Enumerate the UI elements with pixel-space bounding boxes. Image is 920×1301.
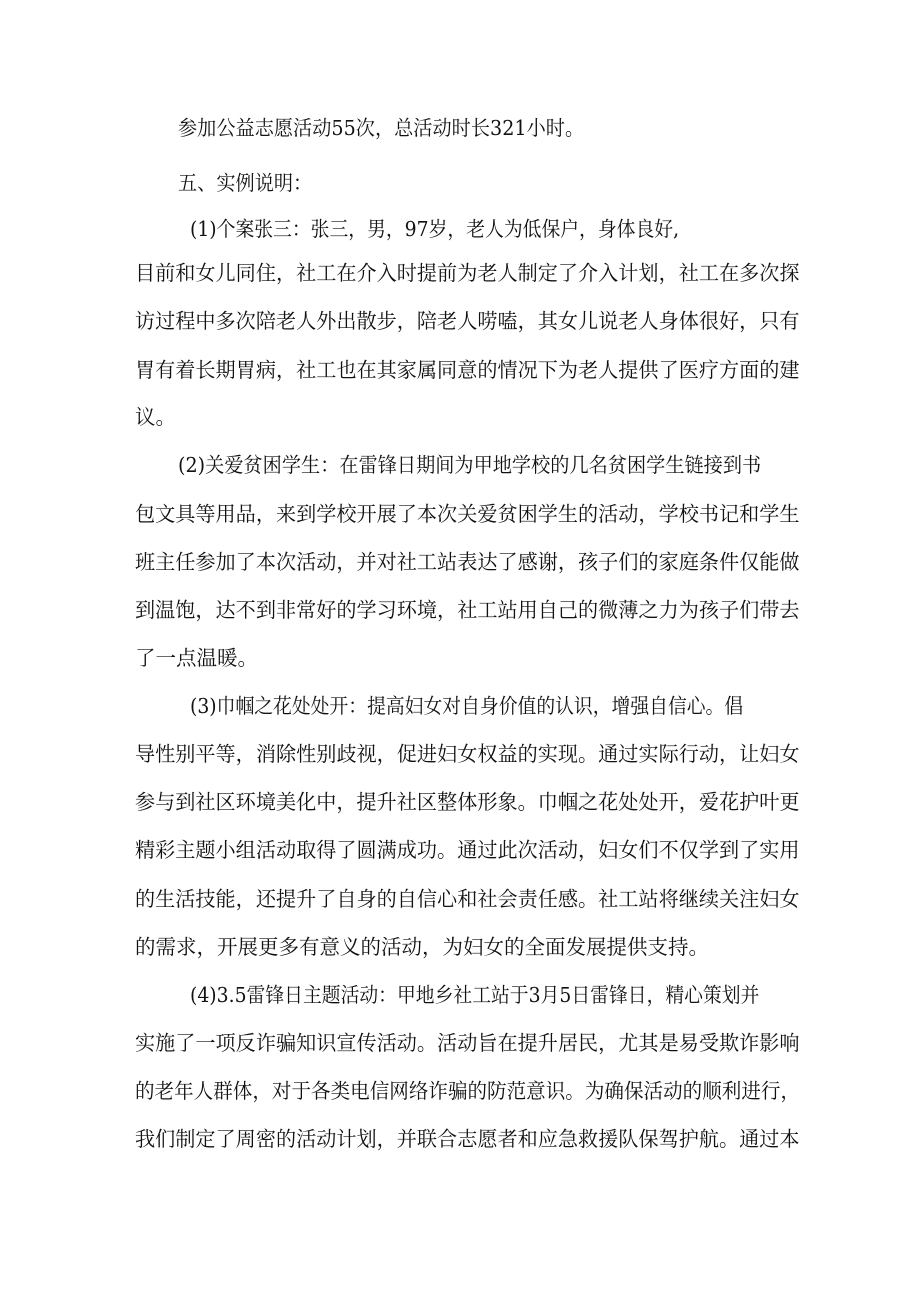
case-2-line-1: (2)关爱贫困学生：在雷锋日期间为甲地学校的几名贫困学生链接到书 <box>178 453 762 477</box>
case-2-line-5: 了一点温暖。 <box>135 646 258 670</box>
case-2-line-3: 班主任参加了本次活动，并对社工站表达了感谢，孩子们的家庭条件仅能做 <box>135 550 800 574</box>
case-1-line-4: 胃有着长期胃病，社工也在其家属同意的情况下为老人提供了医疗方面的建 <box>135 358 800 382</box>
case-1-line-2: 目前和女儿同住，社工在介入时提前为老人制定了介入计划，社工在多次探 <box>135 261 800 285</box>
case-1-line-3: 访过程中多次陪老人外出散步，陪老人唠嗑，其女儿说老人身体很好，只有 <box>135 309 800 333</box>
case-3-line-2: 导性别平等，消除性别歧视，促进妇女权益的实现。通过实际行动，让妇女 <box>135 742 800 766</box>
case-1-line-5: 议。 <box>135 405 176 429</box>
case-2-line-4: 到温饱，达不到非常好的学习环境，社工站用自己的微薄之力为孩子们带去 <box>135 598 800 622</box>
text-line-activity-summary: 参加公益志愿活动55次，总活动时长321小时。 <box>178 116 585 140</box>
case-3-line-5: 的生活技能，还提升了自身的自信心和社会责任感。社工站将继续关注妇女 <box>135 887 800 911</box>
case-4-line-3: 的老年人群体，对于各类电信网络诈骗的防范意识。为确保活动的顺利进行， <box>135 1079 801 1103</box>
case-4-line-1: (4)3.5雷锋日主题活动：甲地乡社工站于3月5日雷锋日，精心策划并 <box>190 983 760 1007</box>
section-heading-examples: 五、实例说明： <box>178 171 313 195</box>
case-4-line-4: 我们制定了周密的活动计划，并联合志愿者和应急救援队保驾护航。通过本 <box>135 1127 800 1151</box>
case-3-line-4: 精彩主题小组活动取得了圆满成功。通过此次活动，妇女们不仅学到了实用 <box>135 838 800 862</box>
case-3-line-1: (3)巾帼之花处处开：提高妇女对自身价值的认识，增强自信心。倡 <box>190 694 744 718</box>
case-3-line-3: 参与到社区环境美化中，提升社区整体形象。巾帼之花处处开，爱花护叶更 <box>135 790 800 814</box>
case-2-line-2: 包文具等用品，来到学校开展了本次关爱贫困学生的活动，学校书记和学生 <box>135 502 800 526</box>
case-1-line-1: (1)个案张三：张三，男，97岁，老人为低保户，身体良好, <box>190 217 680 241</box>
case-3-line-6: 的需求，开展更多有意义的活动，为妇女的全面发展提供支持。 <box>135 935 709 959</box>
case-4-line-2: 实施了一项反诈骗知识宣传活动。活动旨在提升居民，尤其是易受欺诈影响 <box>135 1031 800 1055</box>
